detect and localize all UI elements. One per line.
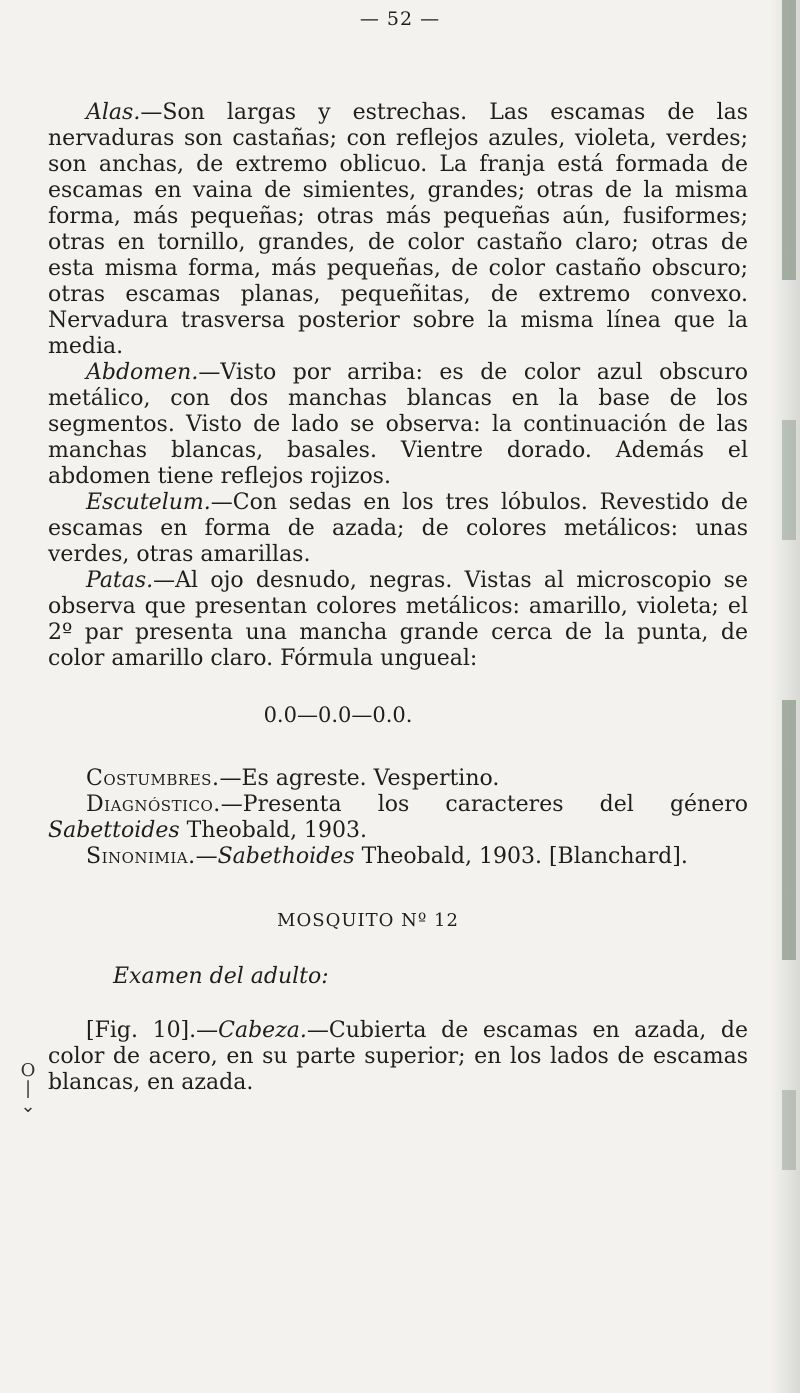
paragraph-sinonimia	[48, 844, 748, 870]
paragraph-abdomen	[48, 360, 748, 490]
diagnostico-author: Theobald, 1903.	[179, 818, 368, 843]
sinonimia-genus: Sabethoides	[217, 844, 355, 869]
patas-label: Patas.	[86, 568, 154, 593]
paragraph-costumbres	[48, 766, 748, 792]
edge-stain	[782, 0, 796, 280]
sinonimia-author: Theobald, 1903. [Blanchard].	[354, 844, 688, 869]
patas-text: —Al ojo desnudo, negras. Vistas al microscopio se observa que presentan colores metálicos: amarillo, violeta; el 2º par presenta una mancha grande cerca de la punta, de color amarillo claro. Fórmula ungueal:	[48, 568, 748, 671]
page-number: — 52 —	[359, 8, 441, 30]
diagnostico-text: —Presenta los caracteres del género	[220, 792, 748, 817]
abdomen-label: Abdomen.	[86, 360, 199, 385]
diagnostico-genus: Sabettoides	[48, 818, 180, 843]
alas-label: Alas.	[86, 100, 141, 125]
section-heading: MOSQUITO Nº 12	[277, 910, 459, 931]
paragraph-cabeza	[48, 1018, 748, 1096]
cabeza-label: —Cabeza.	[196, 1018, 307, 1043]
costumbres-text: —Es agreste. Vespertino.	[219, 766, 500, 791]
escutelum-label: Escutelum.	[86, 490, 211, 515]
symbol-circle: O	[20, 1060, 36, 1081]
symbol-stem: |	[24, 1078, 32, 1099]
costumbres-label: Costumbres.	[86, 766, 220, 791]
edge-stain	[782, 700, 796, 960]
sinonimia-dash: —	[195, 844, 218, 869]
ungueal-formula: 0.0—0.0—0.0.	[263, 703, 413, 727]
paragraph-escutelum	[48, 490, 748, 568]
cabeza-text: —Cubierta de escamas en azada, de color de acero, en su parte superior; en los lados de escamas blancas, en azada.	[48, 1018, 748, 1095]
fig-reference: [Fig. 10].	[86, 1018, 197, 1043]
subheading: Examen del adulto:	[113, 964, 329, 989]
paragraph-diagnostico	[48, 792, 748, 844]
female-symbol-icon	[18, 1062, 38, 1116]
page-edge	[770, 0, 800, 1393]
escutelum-text: —Con sedas en los tres lóbulos. Revestido de escamas en forma de azada; de colores metálicos: unas verdes, otras amarillas.	[48, 490, 748, 567]
edge-stain	[782, 420, 796, 540]
sinonimia-label: Sinonimia.	[86, 844, 196, 869]
body-text	[48, 100, 748, 1096]
paragraph-alas	[48, 100, 748, 360]
symbol-tip: ⌄	[20, 1096, 36, 1117]
diagnostico-label: Diagnóstico.	[86, 792, 221, 817]
abdomen-text: —Visto por arriba: es de color azul obscuro metálico, con dos manchas blancas en la base de los segmentos. Visto de lado se observa: la continuación de las manchas blancas, basales. Vientre dorado. Además el abdomen tiene reflejos rojizos.	[48, 360, 748, 489]
paragraph-patas	[48, 568, 748, 672]
alas-text: —Son largas y estrechas. Las escamas de las nervaduras son castañas; con reflejos azules, violeta, verdes; son anchas, de extremo oblicuo. La franja está formada de escamas en vaina de simientes, grandes; otras de la misma forma, más pequeñas; otras más pequeñas aún, fusiformes; otras en tornillo, grandes, de color castaño claro; otras de esta misma forma, más pequeñas, de color castaño obscuro; otras escamas planas, pequeñitas, de extremo convexo. Nervadura trasversa posterior sobre la misma línea que la media.	[48, 100, 748, 359]
edge-stain	[782, 1090, 796, 1170]
